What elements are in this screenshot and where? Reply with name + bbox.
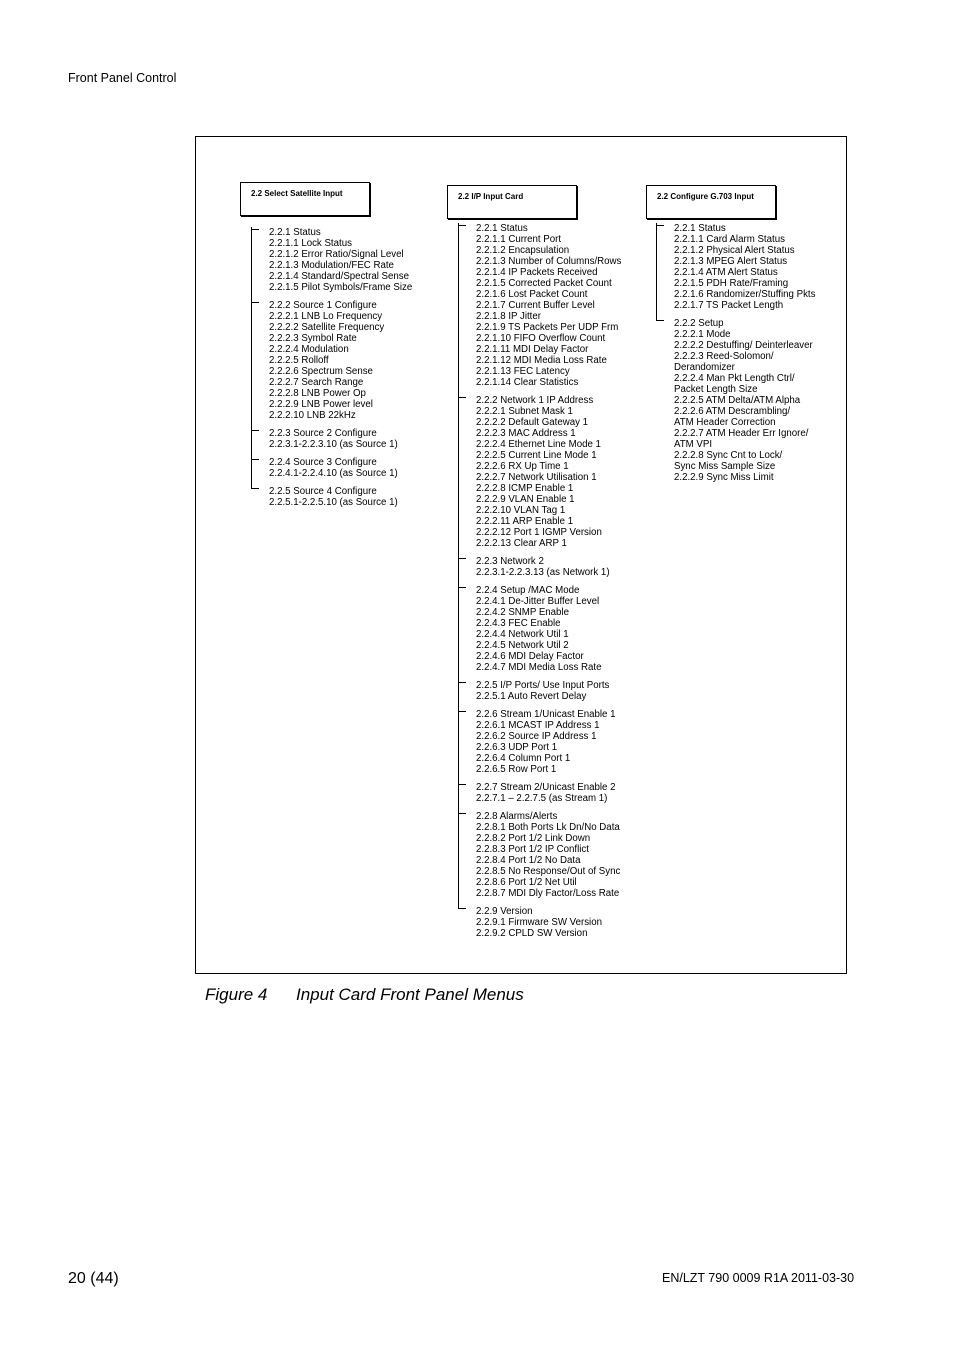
menu-group <box>458 709 621 775</box>
menu-item: 2.2.4.6 MDI Delay Factor <box>476 651 584 662</box>
tree-branch-line <box>251 302 259 303</box>
menu-item: 2.2.2.4 Man Pkt Length Ctrl/ <box>674 373 795 384</box>
menu-item: 2.2.4.1-2.2.4.10 (as Source 1) <box>269 468 398 479</box>
menu-group-heading: 2.2.1 Status <box>476 223 528 234</box>
tree-branch-line <box>458 711 466 712</box>
menu-item: 2.2.8.2 Port 1/2 Link Down <box>476 833 591 844</box>
menu-group-heading: 2.2.8 Alarms/Alerts <box>476 811 558 822</box>
menu-item: 2.2.2.1 Subnet Mask 1 <box>476 406 573 417</box>
menu-item: 2.2.2.2 Satellite Frequency <box>269 322 385 333</box>
menu-item: 2.2.2.1 Mode <box>674 329 731 340</box>
menu-group <box>251 486 412 508</box>
tree-branch-line <box>458 682 466 683</box>
tree-branch-line <box>458 813 466 814</box>
menu-item: 2.2.2.7 ATM Header Err Ignore/ <box>674 428 809 439</box>
document-date: 2011-03-30 <box>791 1271 855 1285</box>
menu-group <box>251 227 412 293</box>
satellite-menu-tree <box>251 227 412 508</box>
tree-branch-line <box>458 784 466 785</box>
menu-item: Packet Length Size <box>674 384 758 395</box>
menu-item: 2.2.1.4 IP Packets Received <box>476 267 598 278</box>
g703-menu-title-text: 2.2 Configure G.703 Input <box>657 192 754 201</box>
ip-menu-title <box>447 185 577 219</box>
menu-item: 2.2.4.1 De-Jitter Buffer Level <box>476 596 600 607</box>
menu-item: 2.2.1.4 Standard/Spectral Sense <box>269 271 410 282</box>
menu-item: 2.2.1.1 Card Alarm Status <box>674 234 785 245</box>
satellite-menu-title-text: 2.2 Select Satellite Input <box>251 189 343 198</box>
menu-item: 2.2.1.6 Lost Packet Count <box>476 289 588 300</box>
menu-item: ATM Header Correction <box>674 417 776 428</box>
menu-item: 2.2.2.6 ATM Descrambling/ <box>674 406 791 417</box>
menu-item: 2.2.5.1-2.2.5.10 (as Source 1) <box>269 497 398 508</box>
tree-branch-line <box>656 320 664 321</box>
menu-item: 2.2.6.2 Source IP Address 1 <box>476 731 597 742</box>
menu-item: 2.2.2.6 Spectrum Sense <box>269 366 373 377</box>
menu-item: 2.2.9.2 CPLD SW Version <box>476 928 588 939</box>
menu-group-heading: 2.2.4 Source 3 Configure <box>269 457 377 468</box>
menu-group <box>458 782 621 804</box>
menu-item: 2.2.1.12 MDI Media Loss Rate <box>476 355 607 366</box>
menu-item: Derandomizer <box>674 362 735 373</box>
menu-item: 2.2.1.2 Error Ratio/Signal Level <box>269 249 404 260</box>
menu-item: 2.2.2.2 Destuffing/ Deinterleaver <box>674 340 813 351</box>
tree-branch-line <box>458 225 466 226</box>
menu-item: 2.2.2.8 Sync Cnt to Lock/ <box>674 450 783 461</box>
menu-item: 2.2.3.1-2.2.3.13 (as Network 1) <box>476 567 610 578</box>
menu-item: 2.2.2.5 Current Line Mode 1 <box>476 450 597 461</box>
menu-item: 2.2.6.1 MCAST IP Address 1 <box>476 720 600 731</box>
menu-item: 2.2.1.2 Encapsulation <box>476 245 570 256</box>
menu-item: 2.2.2.1 LNB Lo Frequency <box>269 311 383 322</box>
tree-branch-line <box>458 558 466 559</box>
page-number: 20 (44) <box>68 1270 119 1287</box>
satellite-menu-title <box>240 182 370 216</box>
menu-item: 2.2.1.5 Corrected Packet Count <box>476 278 612 289</box>
menu-item: 2.2.2.10 LNB 22kHz <box>269 410 356 421</box>
menu-item: 2.2.2.12 Port 1 IGMP Version <box>476 527 602 538</box>
menu-item: 2.2.2.3 Symbol Rate <box>269 333 357 344</box>
menu-item: 2.2.8.4 Port 1/2 No Data <box>476 855 581 866</box>
menu-item: 2.2.1.7 Current Buffer Level <box>476 300 595 311</box>
menu-item: 2.2.2.9 VLAN Enable 1 <box>476 494 575 505</box>
menu-item: 2.2.1.13 FEC Latency <box>476 366 570 377</box>
menu-item: 2.2.1.3 MPEG Alert Status <box>674 256 788 267</box>
menu-item: 2.2.2.4 Modulation <box>269 344 349 355</box>
menu-item: Sync Miss Sample Size <box>674 461 776 472</box>
menu-item: 2.2.1.7 TS Packet Length <box>674 300 784 311</box>
menu-item: 2.2.1.2 Physical Alert Status <box>674 245 795 256</box>
menu-item: ATM VPI <box>674 439 713 450</box>
menu-group <box>458 906 621 939</box>
tree-branch-line <box>458 397 466 398</box>
tree-branch-line <box>458 908 466 909</box>
menu-group-heading: 2.2.3 Network 2 <box>476 556 544 567</box>
menu-item: 2.2.6.3 UDP Port 1 <box>476 742 558 753</box>
menu-group-heading: 2.2.5 I/P Ports/ Use Input Ports <box>476 680 610 691</box>
menu-group-heading: 2.2.1 Status <box>674 223 726 234</box>
menu-item: 2.2.2.3 Reed-Solomon/ <box>674 351 774 362</box>
menu-item: 2.2.6.4 Column Port 1 <box>476 753 571 764</box>
menu-item: 2.2.4.5 Network Util 2 <box>476 640 569 651</box>
menu-item: 2.2.2.13 Clear ARP 1 <box>476 538 567 549</box>
menu-item: 2.2.2.4 Ethernet Line Mode 1 <box>476 439 601 450</box>
figure-caption-number: Figure 4 <box>205 985 268 1004</box>
menu-item: 2.2.5.1 Auto Revert Delay <box>476 691 587 702</box>
menu-item: 2.2.1.10 FIFO Overflow Count <box>476 333 606 344</box>
tree-branch-line <box>251 229 259 230</box>
menu-item: 2.2.2.11 ARP Enable 1 <box>476 516 574 527</box>
menu-item: 2.2.2.7 Search Range <box>269 377 364 388</box>
menu-group-heading: 2.2.7 Stream 2/Unicast Enable 2 <box>476 782 616 793</box>
menu-group-heading: 2.2.9 Version <box>476 906 533 917</box>
menu-item: 2.2.1.3 Number of Columns/Rows <box>476 256 622 267</box>
tree-branch-line <box>656 225 664 226</box>
menu-item: 2.2.1.5 Pilot Symbols/Frame Size <box>269 282 413 293</box>
menu-item: 2.2.1.11 MDI Delay Factor <box>476 344 589 355</box>
menu-item: 2.2.8.3 Port 1/2 IP Conflict <box>476 844 589 855</box>
menu-item: 2.2.2.9 LNB Power level <box>269 399 373 410</box>
menu-group <box>458 395 621 549</box>
menu-item: 2.2.3.1-2.2.3.10 (as Source 1) <box>269 439 398 450</box>
document-id: EN/LZT 790 0009 R1A <box>662 1271 788 1285</box>
menu-item: 2.2.1.14 Clear Statistics <box>476 377 579 388</box>
menu-item: 2.2.1.8 IP Jitter <box>476 311 541 322</box>
menu-item: 2.2.6.5 Row Port 1 <box>476 764 557 775</box>
menu-group <box>458 556 621 578</box>
menu-item: 2.2.8.1 Both Ports Lk Dn/No Data <box>476 822 620 833</box>
menu-group <box>458 223 621 388</box>
menu-item: 2.2.1.3 Modulation/FEC Rate <box>269 260 394 271</box>
ip-menu-tree <box>458 223 621 939</box>
figure-caption-text: Input Card Front Panel Menus <box>296 985 524 1004</box>
menu-item: 2.2.2.8 ICMP Enable 1 <box>476 483 574 494</box>
menu-group <box>251 457 412 479</box>
menu-item: 2.2.1.6 Randomizer/Stuffing Pkts <box>674 289 816 300</box>
menu-item: 2.2.8.5 No Response/Out of Sync <box>476 866 621 877</box>
menu-item: 2.2.8.7 MDI Dly Factor/Loss Rate <box>476 888 620 899</box>
menu-group <box>251 300 412 421</box>
menu-item: 2.2.2.8 LNB Power Op <box>269 388 366 399</box>
menu-item: 2.2.4.2 SNMP Enable <box>476 607 569 618</box>
menu-group-heading: 2.2.2 Setup <box>674 318 724 329</box>
menu-item: 2.2.2.5 Rolloff <box>269 355 329 366</box>
menu-item: 2.2.2.9 Sync Miss Limit <box>674 472 774 483</box>
menu-item: 2.2.1.1 Current Port <box>476 234 562 245</box>
menu-item: 2.2.4.4 Network Util 1 <box>476 629 569 640</box>
tree-branch-line <box>251 430 259 431</box>
menu-item: 2.2.2.2 Default Gateway 1 <box>476 417 589 428</box>
menu-item: 2.2.1.5 PDH Rate/Framing <box>674 278 789 289</box>
tree-branch-line <box>251 459 259 460</box>
menu-group-heading: 2.2.2 Source 1 Configure <box>269 300 377 311</box>
menu-group-heading: 2.2.6 Stream 1/Unicast Enable 1 <box>476 709 616 720</box>
menu-item: 2.2.9.1 Firmware SW Version <box>476 917 602 928</box>
menu-item: 2.2.7.1 – 2.2.7.5 (as Stream 1) <box>476 793 608 804</box>
menu-item: 2.2.2.7 Network Utilisation 1 <box>476 472 597 483</box>
menu-group <box>458 585 621 673</box>
menu-group-heading: 2.2.1 Status <box>269 227 321 238</box>
menu-item: 2.2.2.3 MAC Address 1 <box>476 428 576 439</box>
running-header: Front Panel Control <box>68 71 177 85</box>
menu-group <box>458 680 621 702</box>
menu-group-heading: 2.2.2 Network 1 IP Address <box>476 395 594 406</box>
menu-item: 2.2.1.9 TS Packets Per UDP Frm <box>476 322 619 333</box>
g703-menu-title <box>646 185 776 219</box>
document-reference <box>662 1271 854 1285</box>
menu-group-heading: 2.2.5 Source 4 Configure <box>269 486 377 497</box>
menu-group-heading: 2.2.3 Source 2 Configure <box>269 428 377 439</box>
figure-frame <box>195 136 847 974</box>
menu-group-heading: 2.2.4 Setup /MAC Mode <box>476 585 580 596</box>
menu-item: 2.2.2.5 ATM Delta/ATM Alpha <box>674 395 801 406</box>
g703-menu-tree <box>656 223 815 483</box>
menu-item: 2.2.2.10 VLAN Tag 1 <box>476 505 566 516</box>
tree-branch-line <box>251 488 259 489</box>
tree-branch-line <box>458 587 466 588</box>
ip-menu-title-text: 2.2 I/P Input Card <box>458 192 524 201</box>
menu-item: 2.2.2.6 RX Up Time 1 <box>476 461 569 472</box>
menu-item: 2.2.1.1 Lock Status <box>269 238 352 249</box>
menu-item: 2.2.1.4 ATM Alert Status <box>674 267 778 278</box>
menu-group <box>458 811 621 899</box>
menu-item: 2.2.4.3 FEC Enable <box>476 618 561 629</box>
menu-group <box>656 223 815 311</box>
menu-group <box>251 428 412 450</box>
menu-item: 2.2.8.6 Port 1/2 Net Util <box>476 877 577 888</box>
figure-caption <box>205 985 524 1005</box>
menu-item: 2.2.4.7 MDI Media Loss Rate <box>476 662 602 673</box>
menu-group <box>656 318 815 483</box>
